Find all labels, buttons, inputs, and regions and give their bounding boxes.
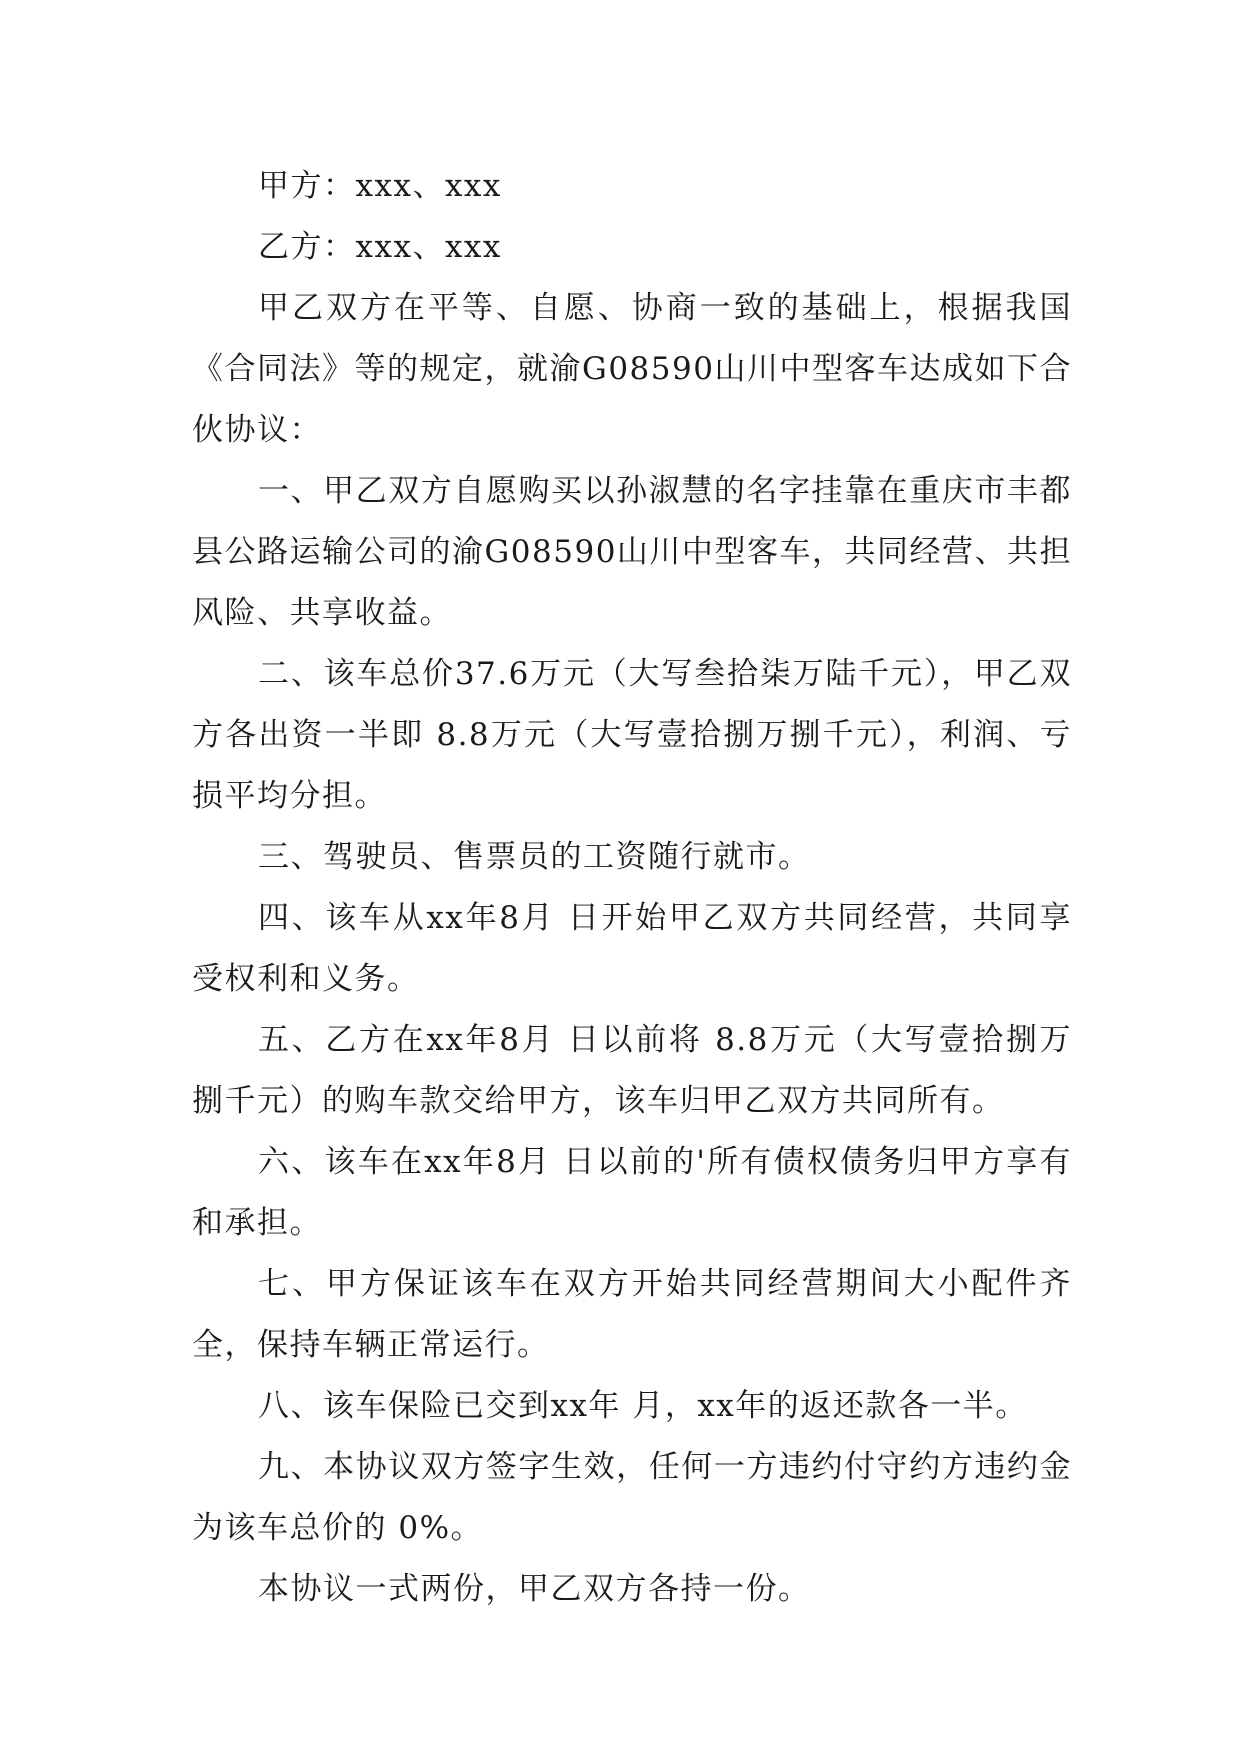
party-b-line: 乙方：xxx、xxx: [258, 229, 502, 265]
preamble-paragraph: 甲乙双方在平等、自愿、协商一致的基础上，根据我国《合同法》等的规定，就渝G08590山川中型客车达成如下合伙协议：: [192, 290, 1072, 448]
document-body: [192, 156, 1072, 1620]
clause-2: 二、该车总价37.6万元（大写叁拾柒万陆千元），甲乙双方各出资一半即 8.8万元（大写壹拾捌万捌千元），利润、亏损平均分担。: [192, 656, 1072, 814]
party-a-line: 甲方：xxx、xxx: [258, 168, 502, 204]
clause-9: 九、本协议双方签字生效，任何一方违约付守约方违约金为该车总价的 0%。: [192, 1449, 1072, 1546]
clause-5: 五、乙方在xx年8月 日以前将 8.8万元（大写壹拾捌万捌千元）的购车款交给甲方，该车归甲乙双方共同所有。: [192, 1022, 1072, 1119]
clause-1: 一、甲乙双方自愿购买以孙淑慧的名字挂靠在重庆市丰都县公路运输公司的渝G08590山川中型客车，共同经营、共担风险、共享收益。: [192, 473, 1072, 631]
clause-7: 七、甲方保证该车在双方开始共同经营期间大小配件齐全，保持车辆正常运行。: [192, 1266, 1072, 1363]
clause-4: 四、该车从xx年8月 日开始甲乙双方共同经营，共同享受权利和义务。: [192, 900, 1072, 997]
clause-3: 三、驾驶员、售票员的工资随行就市。: [258, 839, 811, 875]
clause-6: 六、该车在xx年8月 日以前的'所有债权债务归甲方享有和承担。: [192, 1144, 1072, 1241]
clause-8: 八、该车保险已交到xx年 月，xx年的返还款各一半。: [258, 1388, 1028, 1424]
closing-paragraph: 本协议一式两份，甲乙双方各持一份。: [258, 1571, 811, 1607]
